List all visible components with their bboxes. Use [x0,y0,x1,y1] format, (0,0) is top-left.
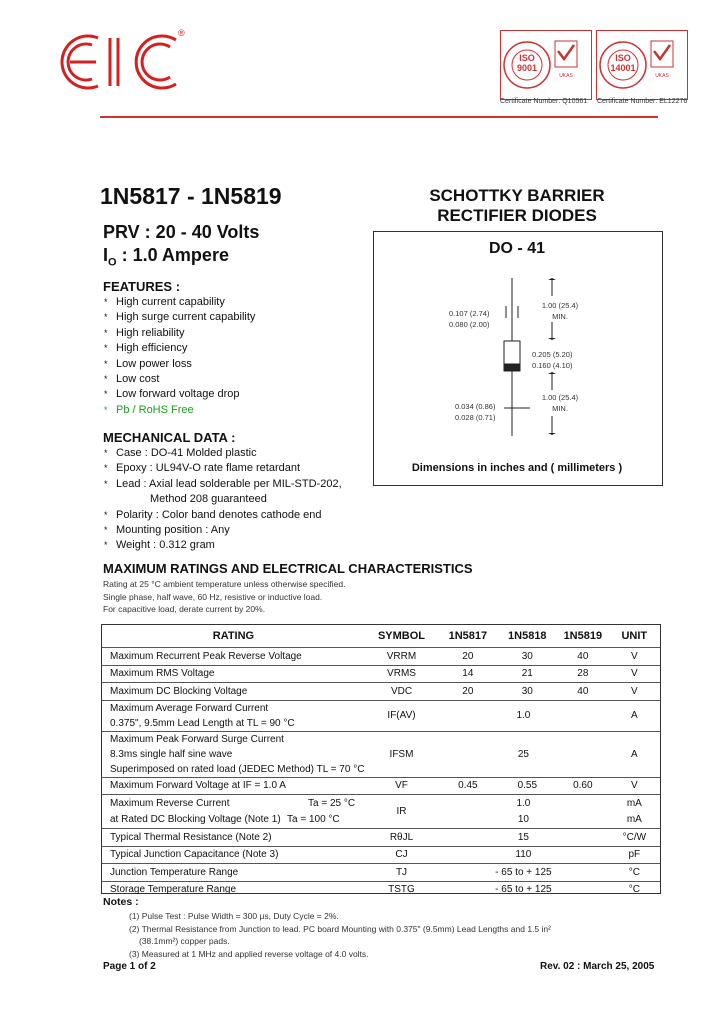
list-item: * Case : DO-41 Molded plastic [104,446,342,461]
table-row: Maximum Forward Voltage at IF = 1.0 A VF 0.45 0.55 0.60 V [102,777,660,795]
list-item: * Weight : 0.312 gram [104,538,342,553]
table-row: Storage Temperature Range TSTG - 65 to + 125 °C [102,881,660,898]
list-item: * High reliability [104,326,255,341]
notes-heading: Notes : [103,896,139,908]
list-item: * Polarity : Color band denotes cathode end [104,508,342,523]
table-row: Typical Junction Capacitance (Note 3) CJ 110 pF [102,846,660,864]
cert-iso-label: ISO [615,53,631,63]
device-title: SCHOTTKY BARRIER RECTIFIER DIODES [429,186,605,225]
rating-conditions: Rating at 25 °C ambient temperature unless otherwise specified. Single phase, half wave, 60 Hz, resistive or inductive load. For capacitive load, derate current by 20%. [103,579,346,614]
table-row: Typical Thermal Resistance (Note 2) RθJL 15 °C/W [102,829,660,847]
list-item: * High efficiency [104,341,255,356]
ratings-table [101,624,661,894]
table-row: Maximum Recurrent Peak Reverse Voltage VRRM 20 30 40 V [102,648,660,666]
part-number: 1N5817 - 1N5819 [100,183,282,209]
iso9001-badge [500,30,592,100]
note-1: (1) Pulse Test : Pulse Width = 300 μs, Duty Cycle = 2%. [129,911,339,921]
list-item: * High current capability [104,295,255,310]
cert-iso-number: 14001 [610,63,636,73]
cert-number-1: Certificate Number: Q10561 [500,98,588,105]
ratings-heading: MAXIMUM RATINGS AND ELECTRICAL CHARACTERISTICS [103,561,473,576]
mechanical-list [104,446,342,554]
table-row: Maximum Reverse Current Ta = 25 °C IR 1.0 mA [102,795,660,812]
registered-mark: ® [178,28,185,38]
svg-text:UKAS: UKAS [559,73,573,79]
notes-section [103,896,551,960]
cert-iso-label: ISO [519,53,535,63]
table-row: Maximum Average Forward Current 0.375", 9.5mm Lead Length at TL = 90 °C IF(AV) 1.0 A [102,700,660,731]
table-row: at Rated DC Blocking Voltage (Note 1) Ta = 100 °C 10 mA [110,814,642,826]
features-heading: FEATURES : [103,279,181,294]
table-header-row: RATING SYMBOL 1N5817 1N5818 1N5819 UNIT [212,630,648,642]
eic-logo [58,28,188,94]
header-divider [100,116,658,118]
note-2-cont: (38.1mm²) copper pads. [139,936,230,946]
dim-lead-length-top: 1.00 (25.4) MIN. [541,301,579,321]
list-item: * Low cost [104,372,255,387]
table-row: Junction Temperature Range TJ - 65 to + 125 °C [102,864,660,882]
list-item: * High surge current capability [104,310,255,325]
dim-body-diameter: 0.107 (2.74) 0.080 (2.00) [449,309,490,329]
features-list [104,295,255,418]
dim-body-length: 0.205 (5.20) 0.160 (4.10) [532,350,573,370]
dim-lead-diameter: 0.034 (0.86) 0.028 (0.71) [455,402,496,422]
cert-number-2: Certificate Number: EL12276 [597,98,688,105]
dim-lead-length-bottom: 1.00 (25.4) MIN. [541,393,579,413]
table-row: Maximum RMS Voltage VRMS 14 21 28 V [102,665,660,683]
list-item: * Low forward voltage drop [104,387,255,402]
list-item: * Lead : Axial lead solderable per MIL-STD-202, [104,477,342,492]
list-item-continuation: Method 208 guaranteed [150,493,267,506]
list-item: * Mounting position : Any [104,523,342,538]
table-row: Maximum Peak Forward Surge Current 8.3ms single half sine wave Superimposed on rated load (JEDEC Method) TL = 70 °C IFSM 25 A [102,731,660,777]
dimensions-caption: Dimensions in inches and ( millimeters ) [411,462,623,474]
iso14001-badge [596,30,688,100]
list-item-rohs: * Pb / RoHS Free [104,403,255,418]
cert-iso-number: 9001 [516,63,538,73]
revision-date: Rev. 02 : March 25, 2005 [540,961,655,972]
note-2: (2) Thermal Resistance from Junction to lead. PC board Mounting with 0.375" (9.5mm) Lead Lengths and 1.5 in² [129,923,551,934]
list-item: * Low power loss [104,357,255,372]
svg-text:UKAS: UKAS [655,73,669,79]
mechanical-heading: MECHANICAL DATA : [103,430,236,445]
list-item: * Epoxy : UL94V-O rate flame retardant [104,461,342,476]
prv-rating: PRV : 20 - 40 Volts [103,222,260,242]
note-3: (3) Measured at 1 MHz and applied reverse voltage of 4.0 volts. [129,948,369,959]
page-number: Page 1 of 2 [103,961,156,972]
package-name: DO - 41 [488,240,545,257]
table-row: Maximum DC Blocking Voltage VDC 20 30 40 V [102,683,660,701]
io-rating: $I_O$ : 1.0 Ampere [103,245,229,269]
